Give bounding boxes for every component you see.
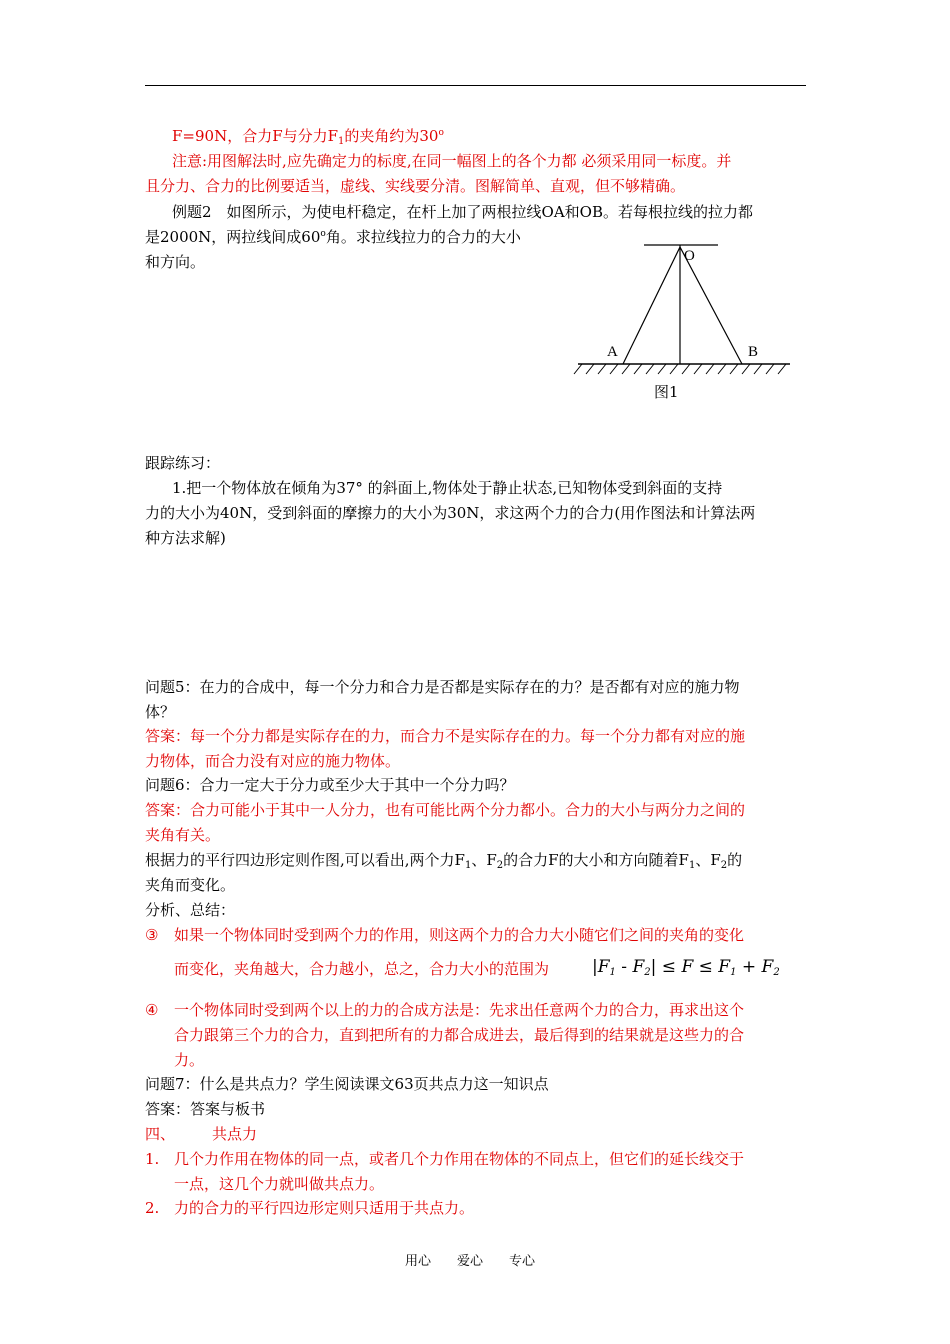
answer6-line-2: 夹角有关。 [145, 826, 221, 844]
ground-hatching [574, 364, 786, 374]
answer5-line-2: 力物体，而合力没有对应的施力物体。 [145, 752, 401, 770]
example2-line-1: 例题2 如图所示，为使电杆稳定，在杆上加了两根拉线OA和OB。若每根拉线的拉力都 [172, 203, 753, 221]
definition1-line-1: 几个力作用在物体的同一点，或者几个力作用在物体的不同点上，但它们的延长线交于 [174, 1150, 745, 1168]
summary-heading: 分析、总结： [145, 901, 236, 919]
note-line-2: 且分力、合力的比例要适当，虚线、实线要分清。图解简单、直观，但不够精确。 [145, 177, 686, 195]
parallelogram-line-1: 根据力的平行四边形定则作图,可以看出,两个力$F_1$、$F_2$的合力F的大小和方向随着$F_1$、$F_2$的 [145, 851, 743, 871]
definition2-line-1: 力的合力的平行四边形定则只适用于共点力。 [174, 1199, 475, 1217]
practice-heading: 跟踪练习： [145, 454, 221, 472]
label-o: O [684, 248, 695, 264]
practice-1-line-3: 种方法求解) [145, 529, 226, 547]
header-rule [145, 85, 806, 86]
label-a: A [607, 344, 618, 360]
item4-number: ④ [145, 1001, 159, 1019]
wire-ob [680, 247, 742, 364]
section4-title: 共点力 [212, 1125, 258, 1143]
parallelogram-line-2: 夹角而变化。 [145, 876, 236, 894]
resultant-range-formula: $|F_1 - F_2| \le F \le F_1 + F_2$ [592, 957, 780, 978]
definition2-number: 2. [145, 1199, 160, 1217]
footer-item: 爱心 [457, 1254, 484, 1269]
answer6-line-1: 答案：合力可能小于其中一人分力，也有可能比两个分力都小。合力的大小与两分力之间的 [145, 801, 746, 819]
answer7: 答案：答案与板书 [145, 1100, 266, 1118]
question5-line-2: 体？ [145, 703, 176, 721]
item4-line-1: 一个物体同时受到两个以上的力的合成方法是：先求出任意两个力的合力，再求出这个 [174, 1001, 745, 1019]
item4-line-3: 力。 [174, 1051, 205, 1069]
wire-oa [623, 247, 680, 364]
item3-number: ③ [145, 926, 159, 944]
note-line-1: 注意:用图解法时,应先确定力的标度,在同一幅图上的各个力都 必须采用同一标度。并 [172, 152, 732, 170]
example2-line-2: 是2000N，两拉线间成60$^o$角。求拉线拉力的合力的大小 [145, 228, 521, 246]
figure-caption: 图1 [654, 383, 679, 401]
item3-line-1: 如果一个物体同时受到两个力的作用，则这两个力的合力大小随它们之间的夹角的变化 [174, 926, 745, 944]
question7: 问题7：什么是共点力？学生阅读课文63页共点力这一知识点 [145, 1075, 549, 1093]
footer-item: 专心 [509, 1254, 536, 1269]
section4-number: 四、 [145, 1125, 176, 1143]
figure-pole-diagram [570, 238, 800, 408]
question5-line-1: 问题5：在力的合成中，每一个分力和合力是否都是实际存在的力？是否都有对应的施力物 [145, 678, 740, 696]
practice-1-line-2: 力的大小为40N，受到斜面的摩擦力的大小为30N，求这两个力的合力(用作图法和计算法两 [145, 504, 756, 522]
definition1-line-2: 一点，这几个力就叫做共点力。 [174, 1175, 385, 1193]
practice-1-line-1: 1.把一个物体放在倾角为37° 的斜面上,物体处于静止状态,已知物体受到斜面的支持 [172, 479, 723, 497]
footer-item: 用心 [405, 1254, 432, 1269]
answer-line-1: F=90N，合力F与分力$F_1$的夹角约为30$^o$ [172, 127, 444, 147]
item4-line-2: 合力跟第三个力的合力，直到把所有的力都合成进去，最后得到的结果就是这些力的合 [174, 1026, 745, 1044]
example2-line-3: 和方向。 [145, 253, 206, 271]
question6: 问题6：合力一定大于分力或至少大于其中一个分力吗？ [145, 776, 515, 794]
definition1-number: 1. [145, 1150, 160, 1168]
item3-line-2: 而变化，夹角越大，合力越小，总之，合力大小的范围为 [174, 960, 550, 978]
page-footer [405, 1250, 535, 1269]
answer5-line-1: 答案：每一个分力都是实际存在的力，而合力不是实际存在的力。每一个分力都有对应的施 [145, 727, 746, 745]
label-b: B [748, 344, 759, 360]
